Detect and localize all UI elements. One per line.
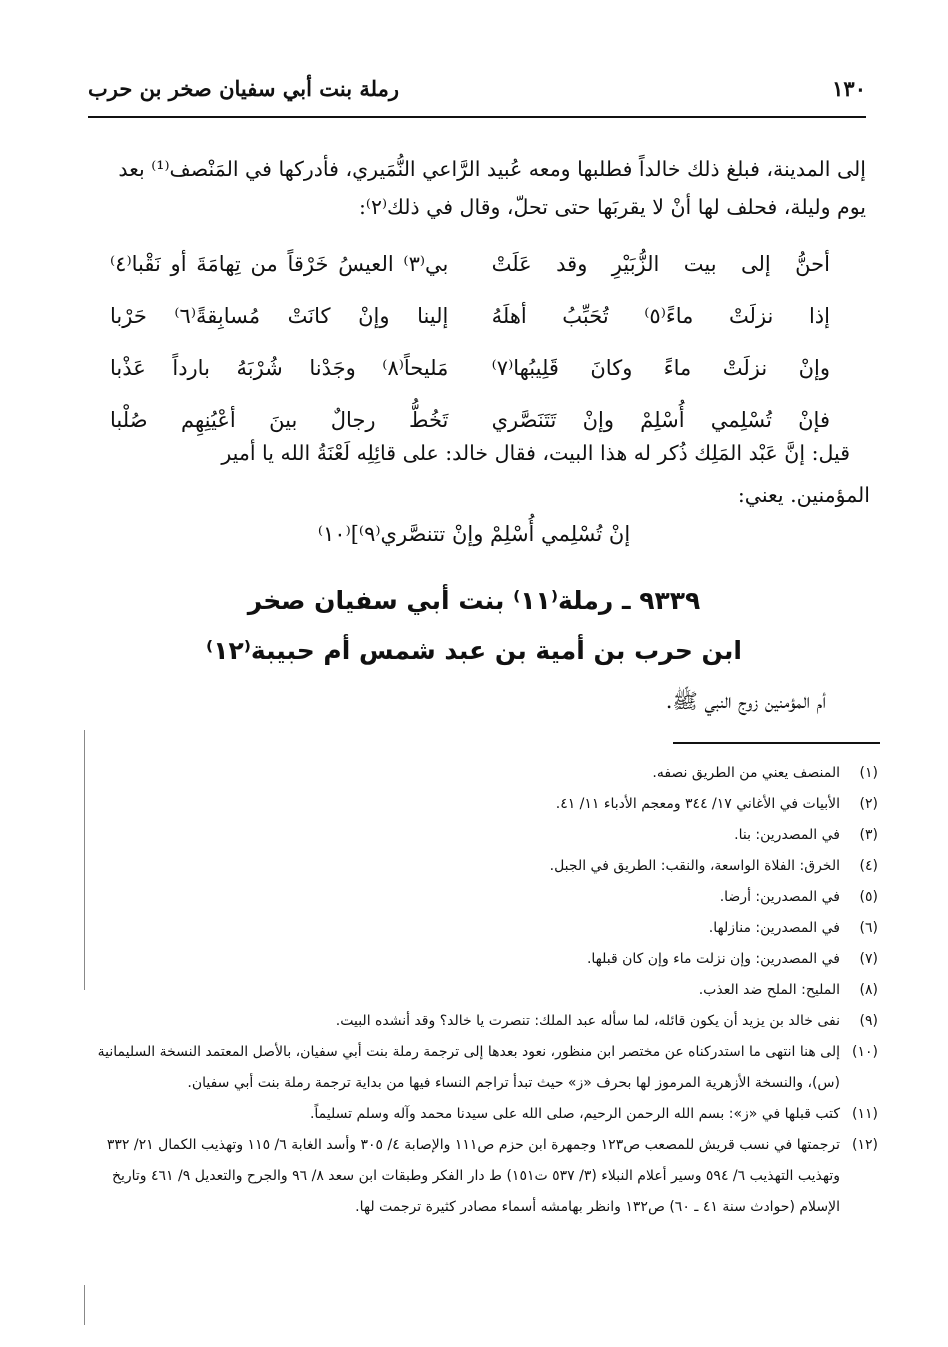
- footnote-number: (٨): [859, 982, 878, 998]
- footnote-text: كتب قبلها في «ز»: بسم الله الرحمن الرحيم، صلى الله على سيدنا محمد وآله وسلم تسليماً.: [309, 1106, 840, 1122]
- footnote-text: الأبيات في الأغاني ١٧/ ٣٤٤ ومعجم الأدباء ١١/ ٤١.: [555, 796, 840, 812]
- footnote: [80, 944, 878, 975]
- footnote-number: (٥): [859, 889, 878, 905]
- footnote-number: (١١): [852, 1106, 878, 1122]
- footnote: [80, 975, 878, 1006]
- poem: [110, 238, 830, 446]
- footnote-number: (٩): [859, 1013, 878, 1029]
- footnote-text: في المصدرين: أرضا.: [719, 889, 840, 905]
- footnote: [80, 851, 878, 882]
- footnote-number: (١): [859, 765, 878, 781]
- entry-title: ٩٣٣٩ ـ رملة⁽١١⁾ بنت أبي سفيان صخر: [247, 586, 701, 615]
- verse: [110, 342, 830, 394]
- footnote-number: (٤): [859, 858, 878, 874]
- footnote-text: في المصدرين: منازلها.: [708, 920, 840, 936]
- body-line: المؤمنين. يعني:: [737, 483, 870, 507]
- footnote-number: (٣): [859, 827, 878, 843]
- body-line: قيل: إنَّ عَبْد المَلِك ذُكر له هذا البيت، فقال خالد: على قائِلِه لَعْنَةُ الله يا أمير: [221, 441, 850, 465]
- footnote: [80, 1037, 878, 1099]
- footnote-text: في المصدرين: وإن نزلت ماء وإن كان قبلها.: [586, 951, 840, 967]
- verse-second-hemistich: بي⁽٣⁾ العيسُ خَرْقاً من تِهامَةَ أو نَقْبا⁽٤⁾: [110, 252, 449, 276]
- verse: [110, 238, 830, 290]
- footnote-number: (١٠): [852, 1044, 878, 1060]
- running-header: [88, 68, 866, 108]
- footnote: [80, 882, 878, 913]
- quoted-verse: إنْ تُسْلِمي أُسْلِمْ وإنْ تتنصَّري⁽٩⁾]⁽١٠⁾: [317, 522, 631, 546]
- footnote-number: (٦): [859, 920, 878, 936]
- footnote-text: إلى هنا انتهى ما استدركناه عن مختصر ابن منظور، نعود بعدها إلى ترجمة رملة بنت أبي سفيان، بالأصل المعتمد النسخة السليمانية (س)، والنسخة الأزهرية المرموز لها بحرف «ز» حيث تبدأ تراجم النساء فيها من بداية ترجمة رملة بنت أبي سفيان.: [97, 1044, 840, 1091]
- footnote: [80, 913, 878, 944]
- footnote-text: نفى خالد بن يزيد أن يكون قائله، لما سأله عبد الملك: تنصرت يا خالد؟ وقد أنشده البيت.: [335, 1013, 840, 1029]
- scan-margin-line: [84, 1285, 85, 1325]
- verse-second-hemistich: مَليحاً⁽٨⁾ وجَدْنا شُرْبَهُ بارداً عَذْبا: [110, 356, 449, 380]
- scan-margin-line: [84, 730, 85, 990]
- footnotes: [80, 758, 878, 1223]
- footnote-number: (٧): [859, 951, 878, 967]
- body-paragraph: [78, 150, 866, 226]
- verse-first-hemistich: إذا نزلَتْ ماءً⁽٥⁾ تُحَبِّبُ أهلَهُ: [491, 304, 830, 328]
- footnote: [80, 820, 878, 851]
- entry-subtitle: أم المؤمنين زوج النبي ﷺ.: [665, 689, 826, 713]
- footnote: [80, 1099, 878, 1130]
- qila-paragraph: [78, 432, 870, 516]
- footnote: [80, 789, 878, 820]
- page-number: ١٣٠: [832, 75, 866, 101]
- footnote: [80, 1130, 878, 1223]
- verse-second-hemistich: إلينا وإنْ كانَتْ مُسابِقةً⁽٦⁾ حَرْبا: [110, 304, 449, 328]
- running-title: رملة بنت أبي سفيان صخر بن حرب: [88, 75, 399, 101]
- footnote-separator: [673, 742, 880, 744]
- body-line: إلى المدينة، فبلغ ذلك خالداً فطلبها ومعه عُبيد الرَّاعي النُّمَيري، فأدركها في المَنْصف⁽¹⁾ بعد: [118, 157, 866, 181]
- header-rule: [88, 116, 866, 118]
- footnote-text: ترجمتها في نسب قريش للمصعب ص١٢٣ وجمهرة ابن حزم ص١١١ والإصابة ٤/ ٣٠٥ وأسد الغابة ٦/ ١١٥ وتهذيب الكمال ٢١/ ٣٣٢ وتهذيب التهذيب ٦/ ٥٩٤ وسير أعلام النبلاء (٣/ ٥٣٧ ت١٥١) ط دار الفكر وطبقات ابن سعد ٨/ ٩٦ والجرح والتعديل ٩/ ٤٦١ وتاريخ الإسلام (حوادث سنة ٤١ ـ ٦٠) ص١٣٢ وانظر بهامشه أسماء مصادر كثيرة ترجمت لها.: [106, 1137, 840, 1215]
- footnote-text: المليح: الملح ضد العذب.: [698, 982, 840, 998]
- verse-first-hemistich: فإنْ تُسْلِمي أُسْلِمْ وإنْ تَتَنَصَّري: [491, 408, 830, 432]
- footnote-text: المنصف يعني من الطريق نصفه.: [652, 765, 840, 781]
- footnote-text: في المصدرين: بنا.: [734, 827, 840, 843]
- verse-first-hemistich: وإنْ نزلَتْ ماءً وكانَ قَلِيبُها⁽٧⁾: [491, 356, 830, 380]
- verse: [110, 290, 830, 342]
- footnote-number: (١٢): [852, 1137, 878, 1153]
- verse-first-hemistich: أحنُّ إلى بيت الزُّبَيْرِ وقد عَلَتْ: [491, 252, 830, 276]
- entry-title-continued: ابن حرب بن أمية بن عبد شمس أم حبيبة⁽١٢⁾: [206, 636, 742, 665]
- footnote: [80, 758, 878, 789]
- footnote-number: (٢): [859, 796, 878, 812]
- footnote-text: الخرق: الفلاة الواسعة، والنقب: الطريق في الجبل.: [549, 858, 840, 874]
- footnote: [80, 1006, 878, 1037]
- body-line: يوم وليلة، فحلف لها أنْ لا يقربَها حتى تحلّ، وقال في ذلك⁽٢⁾:: [358, 195, 866, 219]
- verse-second-hemistich: تَخُطُّ رجالٌ بينَ أعْيُنِهِم صُلْبا: [110, 408, 449, 432]
